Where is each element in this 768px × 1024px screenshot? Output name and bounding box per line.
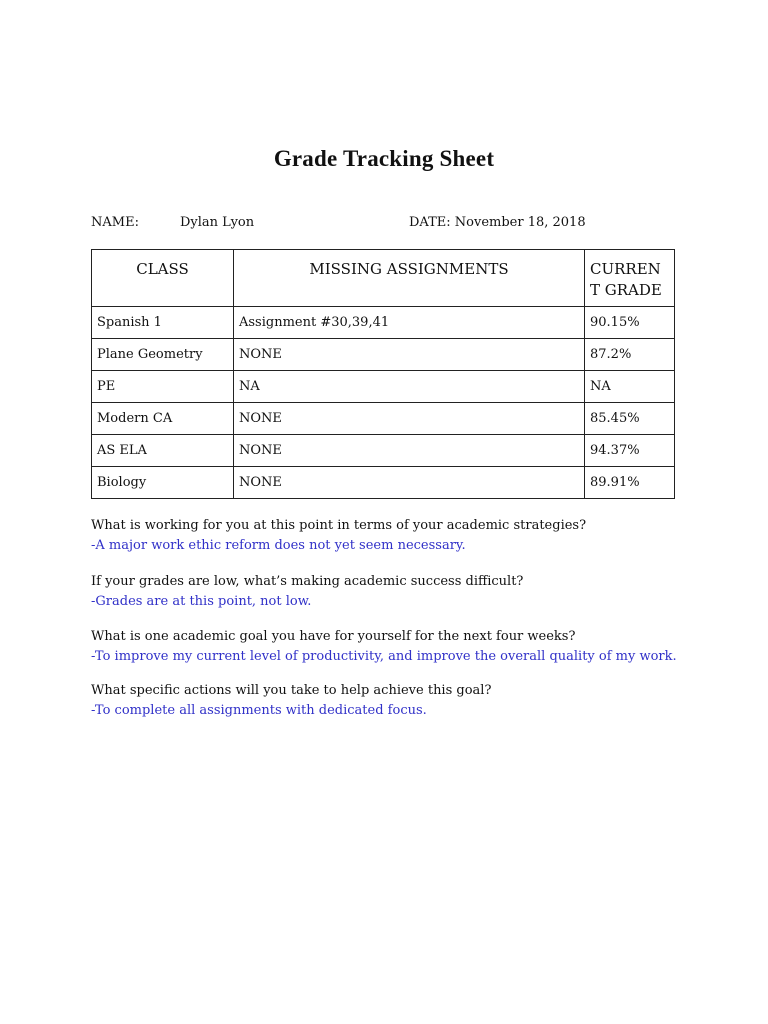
- table-row: [92, 339, 675, 371]
- class-cell: Modern CA: [92, 403, 234, 435]
- question-block-difficulty: [91, 572, 523, 612]
- grade-cell: NA: [585, 371, 675, 403]
- answer-text: -Grades are at this point, not low.: [91, 594, 312, 609]
- class-cell: Spanish 1: [92, 307, 234, 339]
- question-text: What specific actions will you take to help achieve this goal?: [91, 683, 492, 698]
- missing-cell: NONE: [234, 435, 585, 467]
- class-cell: PE: [92, 371, 234, 403]
- missing-cell: Assignment #30,39,41: [234, 307, 585, 339]
- name-value: Dylan Lyon: [180, 215, 255, 230]
- page-title: Grade Tracking Sheet: [273, 146, 495, 171]
- table-row: [92, 307, 675, 339]
- table-row: [92, 467, 675, 499]
- date-field: DATE: November 18, 2018: [409, 215, 586, 230]
- grade-table: [91, 249, 675, 499]
- table-header-row: [92, 250, 675, 307]
- header-class: CLASS: [92, 250, 234, 307]
- table-row: [92, 371, 675, 403]
- question-block-actions: [91, 681, 491, 721]
- table-row: [92, 403, 675, 435]
- question-block-goal: [91, 627, 677, 667]
- grade-cell: 90.15%: [585, 307, 675, 339]
- header-missing-assignments: MISSING ASSIGNMENTS: [234, 250, 585, 307]
- name-label: NAME:: [91, 215, 139, 230]
- grade-cell: 87.2%: [585, 339, 675, 371]
- missing-cell: NONE: [234, 339, 585, 371]
- missing-cell: NONE: [234, 403, 585, 435]
- answer-text: -A major work ethic reform does not yet seem necessary.: [91, 538, 466, 553]
- question-text: If your grades are low, what’s making academic success difficult?: [91, 574, 524, 589]
- answer-text: -To improve my current level of productivity, and improve the overall quality of my work.: [91, 649, 677, 664]
- grade-cell: 89.91%: [585, 467, 675, 499]
- header-current-grade-text: CURREN T GRADE: [590, 260, 662, 299]
- grade-cell: 94.37%: [585, 435, 675, 467]
- header-current-grade: [585, 250, 675, 307]
- class-cell: AS ELA: [92, 435, 234, 467]
- answer-text: -To complete all assignments with dedicated focus.: [91, 703, 427, 718]
- question-block-strategies: [91, 516, 586, 556]
- class-cell: Biology: [92, 467, 234, 499]
- question-text: What is one academic goal you have for yourself for the next four weeks?: [91, 629, 576, 644]
- class-cell: Plane Geometry: [92, 339, 234, 371]
- table-row: [92, 435, 675, 467]
- missing-cell: NONE: [234, 467, 585, 499]
- question-text: What is working for you at this point in terms of your academic strategies?: [91, 518, 587, 533]
- missing-cell: NA: [234, 371, 585, 403]
- grade-cell: 85.45%: [585, 403, 675, 435]
